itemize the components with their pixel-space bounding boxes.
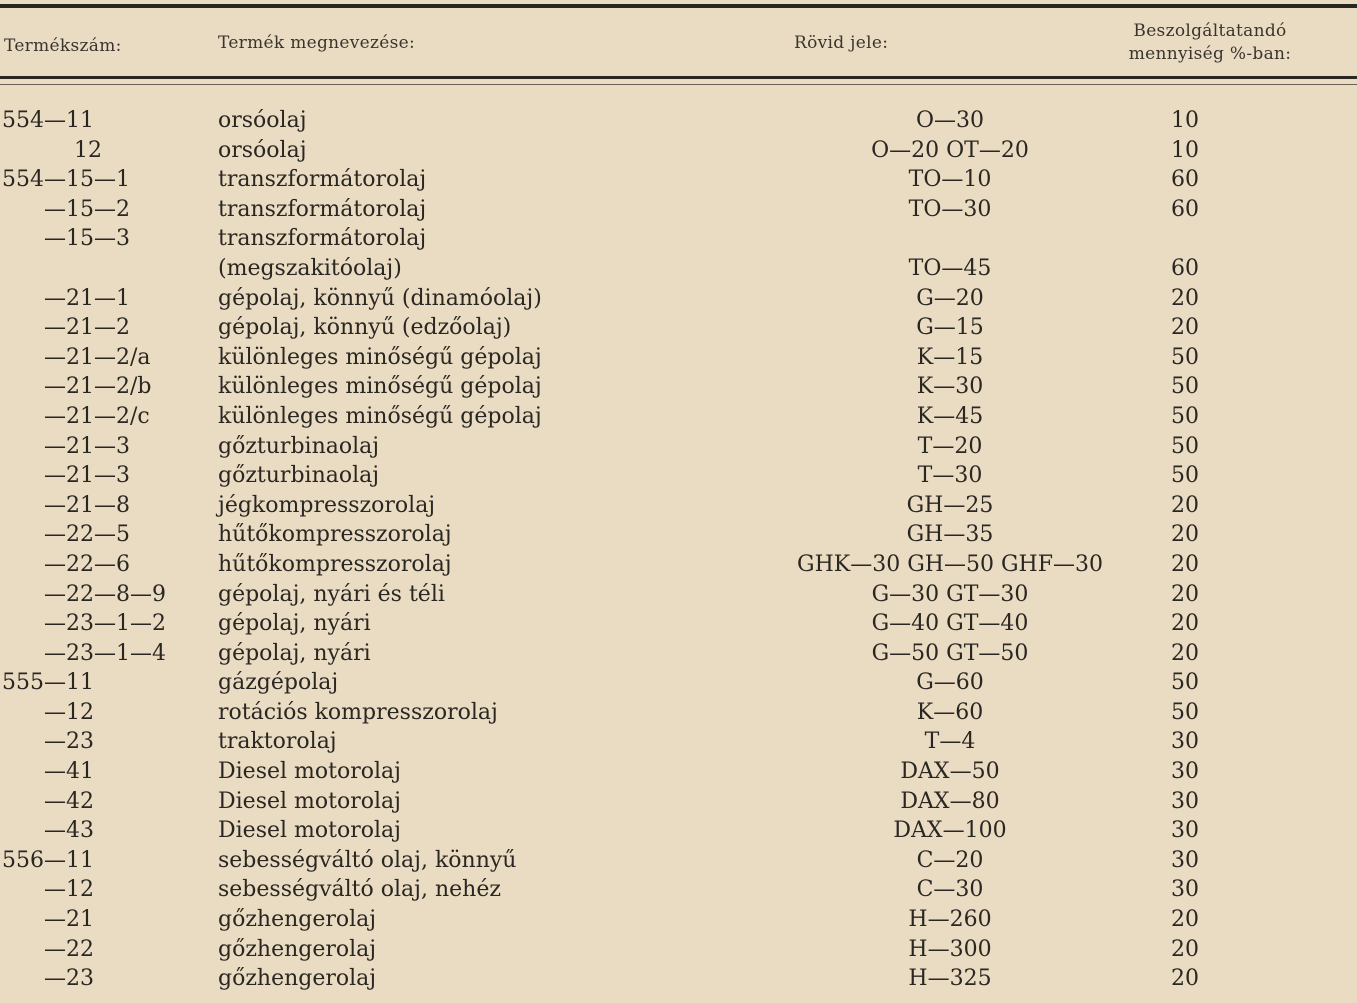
table-row bbox=[0, 698, 1357, 728]
quantity-percent: 20 bbox=[1171, 315, 1199, 341]
short-code: H—260 bbox=[908, 907, 992, 933]
table-row bbox=[0, 757, 1357, 787]
product-name-line: orsóolaj bbox=[218, 137, 307, 163]
product-name-line: sebességváltó olaj, könnyű bbox=[218, 847, 517, 873]
quantity-percent: 20 bbox=[1171, 936, 1199, 962]
product-table bbox=[0, 106, 1357, 994]
header-rule bbox=[0, 76, 1357, 79]
product-name bbox=[218, 905, 778, 935]
table-row bbox=[0, 935, 1357, 965]
quantity-percent: 60 bbox=[1171, 167, 1199, 193]
quantity-percent: 20 bbox=[1171, 611, 1199, 637]
short-code: T—30 bbox=[917, 463, 983, 489]
product-name-line: jégkompresszorolaj bbox=[218, 492, 436, 518]
table-row bbox=[0, 106, 1357, 136]
product-number: —15—2 bbox=[44, 196, 130, 222]
product-number: —23—1—4 bbox=[44, 640, 166, 666]
product-name bbox=[218, 372, 778, 402]
table-row bbox=[0, 520, 1357, 550]
short-code: T—4 bbox=[924, 729, 976, 755]
quantity-percent: 20 bbox=[1171, 581, 1199, 607]
table-row bbox=[0, 195, 1357, 225]
short-code: K—60 bbox=[916, 699, 984, 725]
product-number: —21—3 bbox=[44, 433, 130, 459]
quantity-percent: 50 bbox=[1171, 344, 1199, 370]
product-name bbox=[218, 432, 778, 462]
product-name bbox=[218, 727, 778, 757]
product-name bbox=[218, 935, 778, 965]
product-number: —21—2/a bbox=[44, 344, 151, 370]
product-number: —41 bbox=[44, 759, 94, 785]
quantity-percent: 30 bbox=[1171, 877, 1199, 903]
product-name-line: hűtőkompresszorolaj bbox=[218, 551, 452, 577]
product-number: 556—11 bbox=[2, 847, 94, 873]
table-row bbox=[0, 964, 1357, 994]
table-row bbox=[0, 491, 1357, 521]
table-row bbox=[0, 787, 1357, 817]
product-name-line: gépolaj, nyári bbox=[218, 611, 371, 637]
product-name-line: gőzturbinaolaj bbox=[218, 433, 380, 459]
product-name bbox=[218, 816, 778, 846]
quantity-percent: 10 bbox=[1171, 137, 1199, 163]
product-name-line: Diesel motorolaj bbox=[218, 818, 401, 844]
quantity-percent: 20 bbox=[1171, 640, 1199, 666]
product-name-line2: (megszakitóolaj) bbox=[218, 255, 402, 281]
product-name-line: gőzhengerolaj bbox=[218, 936, 377, 962]
product-number: —22—5 bbox=[44, 522, 130, 548]
header-product-number: Termékszám: bbox=[4, 36, 122, 56]
product-name-line: Diesel motorolaj bbox=[218, 759, 401, 785]
header-short-code: Rövid jele: bbox=[794, 33, 889, 53]
product-name bbox=[218, 284, 778, 314]
product-name bbox=[218, 224, 778, 283]
product-name-line: gépolaj, könnyű (dinamóolaj) bbox=[218, 285, 542, 311]
quantity-percent: 30 bbox=[1171, 847, 1199, 873]
product-name bbox=[218, 402, 778, 432]
product-name-line: gőzhengerolaj bbox=[218, 966, 377, 992]
product-name bbox=[218, 491, 778, 521]
product-number: —42 bbox=[44, 788, 94, 814]
top-rule bbox=[0, 4, 1357, 8]
product-name bbox=[218, 698, 778, 728]
product-number: —21—1 bbox=[44, 285, 130, 311]
quantity-percent: 50 bbox=[1171, 403, 1199, 429]
product-name-line: különleges minőségű gépolaj bbox=[218, 344, 542, 370]
table-row bbox=[0, 875, 1357, 905]
product-name bbox=[218, 580, 778, 610]
product-name-line: gépolaj, nyári és téli bbox=[218, 581, 445, 607]
product-number: —22—6 bbox=[44, 551, 130, 577]
product-number: —15—3 bbox=[44, 226, 130, 252]
table-row bbox=[0, 372, 1357, 402]
short-code: C—30 bbox=[916, 877, 984, 903]
short-code: G—40 GT—40 bbox=[871, 611, 1029, 637]
short-code: O—30 bbox=[915, 108, 985, 133]
short-code: TO—10 bbox=[908, 167, 992, 193]
product-number: —23—1—2 bbox=[44, 611, 166, 637]
product-name-line: gépolaj, könnyű (edzőolaj) bbox=[218, 315, 512, 341]
short-code: G—60 bbox=[916, 670, 984, 696]
quantity-percent: 10 bbox=[1171, 108, 1199, 133]
short-code: H—300 bbox=[908, 936, 992, 962]
short-code: GHK—30 GH—50 GHF—30 bbox=[797, 551, 1103, 577]
quantity-percent: 20 bbox=[1171, 907, 1199, 933]
product-name bbox=[218, 787, 778, 817]
quantity-percent: 50 bbox=[1171, 670, 1199, 696]
table-row bbox=[0, 402, 1357, 432]
product-number: —22 bbox=[44, 936, 94, 962]
product-name bbox=[218, 165, 778, 195]
product-number: —21—8 bbox=[44, 492, 130, 518]
product-name bbox=[218, 639, 778, 669]
table-row bbox=[0, 136, 1357, 166]
product-number: 12 bbox=[74, 137, 102, 163]
table-row bbox=[0, 165, 1357, 195]
product-name-line: transzformátorolaj bbox=[218, 196, 427, 222]
product-name bbox=[218, 461, 778, 491]
product-number: —21—2/b bbox=[44, 374, 152, 400]
quantity-percent: 30 bbox=[1171, 788, 1199, 814]
product-name bbox=[218, 609, 778, 639]
quantity-percent: 20 bbox=[1171, 285, 1199, 311]
header-quantity-line1: Beszolgáltatandó bbox=[1133, 21, 1287, 41]
product-name bbox=[218, 668, 778, 698]
product-name bbox=[218, 520, 778, 550]
short-code: K—45 bbox=[916, 403, 984, 429]
quantity-percent: 50 bbox=[1171, 374, 1199, 400]
product-name-line: különleges minőségű gépolaj bbox=[218, 403, 542, 429]
product-name-line: gőzturbinaolaj bbox=[218, 463, 380, 489]
product-number: 555—11 bbox=[2, 670, 94, 696]
product-name-line: transzformátorolaj bbox=[218, 167, 427, 193]
product-name bbox=[218, 846, 778, 876]
product-name-line: gázgépolaj bbox=[218, 670, 339, 696]
quantity-percent: 30 bbox=[1171, 818, 1199, 844]
table-row bbox=[0, 639, 1357, 669]
product-number: —12 bbox=[44, 877, 94, 903]
table-row bbox=[0, 816, 1357, 846]
product-name bbox=[218, 313, 778, 343]
short-code: DAX—80 bbox=[900, 788, 1000, 814]
table-row bbox=[0, 609, 1357, 639]
table-row bbox=[0, 461, 1357, 491]
product-number: —43 bbox=[44, 818, 94, 844]
short-code: GH—25 bbox=[906, 492, 994, 518]
product-name-line: sebességváltó olaj, nehéz bbox=[218, 877, 501, 903]
header-quantity bbox=[1090, 20, 1330, 66]
product-name-line: transzformátorolaj bbox=[218, 226, 427, 252]
short-code: TO—30 bbox=[908, 196, 992, 222]
product-name-line: hűtőkompresszorolaj bbox=[218, 522, 452, 548]
table-row bbox=[0, 580, 1357, 610]
short-code: K—30 bbox=[916, 374, 984, 400]
quantity-percent: 20 bbox=[1171, 966, 1199, 992]
product-number: —21—2/c bbox=[44, 403, 150, 429]
table-row bbox=[0, 668, 1357, 698]
short-code: DAX—50 bbox=[900, 759, 1000, 785]
product-name bbox=[218, 106, 778, 136]
quantity-percent: 30 bbox=[1171, 729, 1199, 755]
quantity-percent: 30 bbox=[1171, 759, 1199, 785]
quantity-percent: 20 bbox=[1171, 492, 1199, 518]
short-code: G—30 GT—30 bbox=[871, 581, 1029, 607]
product-number: —12 bbox=[44, 699, 94, 725]
table-row bbox=[0, 846, 1357, 876]
product-name-line: különleges minőségű gépolaj bbox=[218, 374, 542, 400]
product-name bbox=[218, 757, 778, 787]
header-product-name: Termék megnevezése: bbox=[218, 33, 416, 53]
table-row bbox=[0, 284, 1357, 314]
product-number: 554—11 bbox=[2, 108, 94, 133]
short-code: DAX—100 bbox=[893, 818, 1007, 844]
product-name bbox=[218, 136, 778, 166]
short-code: GH—35 bbox=[906, 522, 994, 548]
quantity-percent: 20 bbox=[1171, 551, 1199, 577]
table-row bbox=[0, 432, 1357, 462]
product-number: —21 bbox=[44, 907, 94, 933]
product-name bbox=[218, 550, 778, 580]
short-code: G—50 GT—50 bbox=[871, 640, 1029, 666]
table-row bbox=[0, 550, 1357, 580]
product-name-line: traktorolaj bbox=[218, 729, 337, 755]
short-code: O—20 OT—20 bbox=[871, 137, 1029, 163]
product-number: 554—15—1 bbox=[2, 167, 130, 193]
product-name-line: orsóolaj bbox=[218, 108, 307, 133]
short-code: T—20 bbox=[917, 433, 983, 459]
product-number: —21—2 bbox=[44, 315, 130, 341]
product-number: —21—3 bbox=[44, 463, 130, 489]
product-name-line: gőzhengerolaj bbox=[218, 907, 377, 933]
quantity-percent: 50 bbox=[1171, 699, 1199, 725]
quantity-percent: 50 bbox=[1171, 433, 1199, 459]
product-name bbox=[218, 195, 778, 225]
header-quantity-line2: mennyiség %-ban: bbox=[1128, 44, 1292, 64]
table-row bbox=[0, 313, 1357, 343]
short-code: G—20 bbox=[916, 285, 984, 311]
short-code: G—15 bbox=[916, 315, 984, 341]
product-name-line: gépolaj, nyári bbox=[218, 640, 371, 666]
quantity-percent: 60 bbox=[1171, 255, 1199, 281]
short-code: H—325 bbox=[908, 966, 992, 992]
product-name bbox=[218, 343, 778, 373]
short-code: K—15 bbox=[916, 344, 984, 370]
product-name bbox=[218, 964, 778, 994]
table-row bbox=[0, 343, 1357, 373]
header-rule-thin bbox=[0, 84, 1357, 85]
product-number: —23 bbox=[44, 966, 94, 992]
quantity-percent: 50 bbox=[1171, 463, 1199, 489]
quantity-percent: 60 bbox=[1171, 196, 1199, 222]
product-name bbox=[218, 875, 778, 905]
table-row bbox=[0, 727, 1357, 757]
product-name-line: Diesel motorolaj bbox=[218, 788, 401, 814]
short-code: TO—45 bbox=[908, 255, 992, 281]
product-number: —22—8—9 bbox=[44, 581, 166, 607]
table-row bbox=[0, 224, 1357, 283]
product-name-line: rotációs kompresszorolaj bbox=[218, 699, 498, 725]
short-code: C—20 bbox=[916, 847, 984, 873]
table-row bbox=[0, 905, 1357, 935]
quantity-percent: 20 bbox=[1171, 522, 1199, 548]
product-number: —23 bbox=[44, 729, 94, 755]
